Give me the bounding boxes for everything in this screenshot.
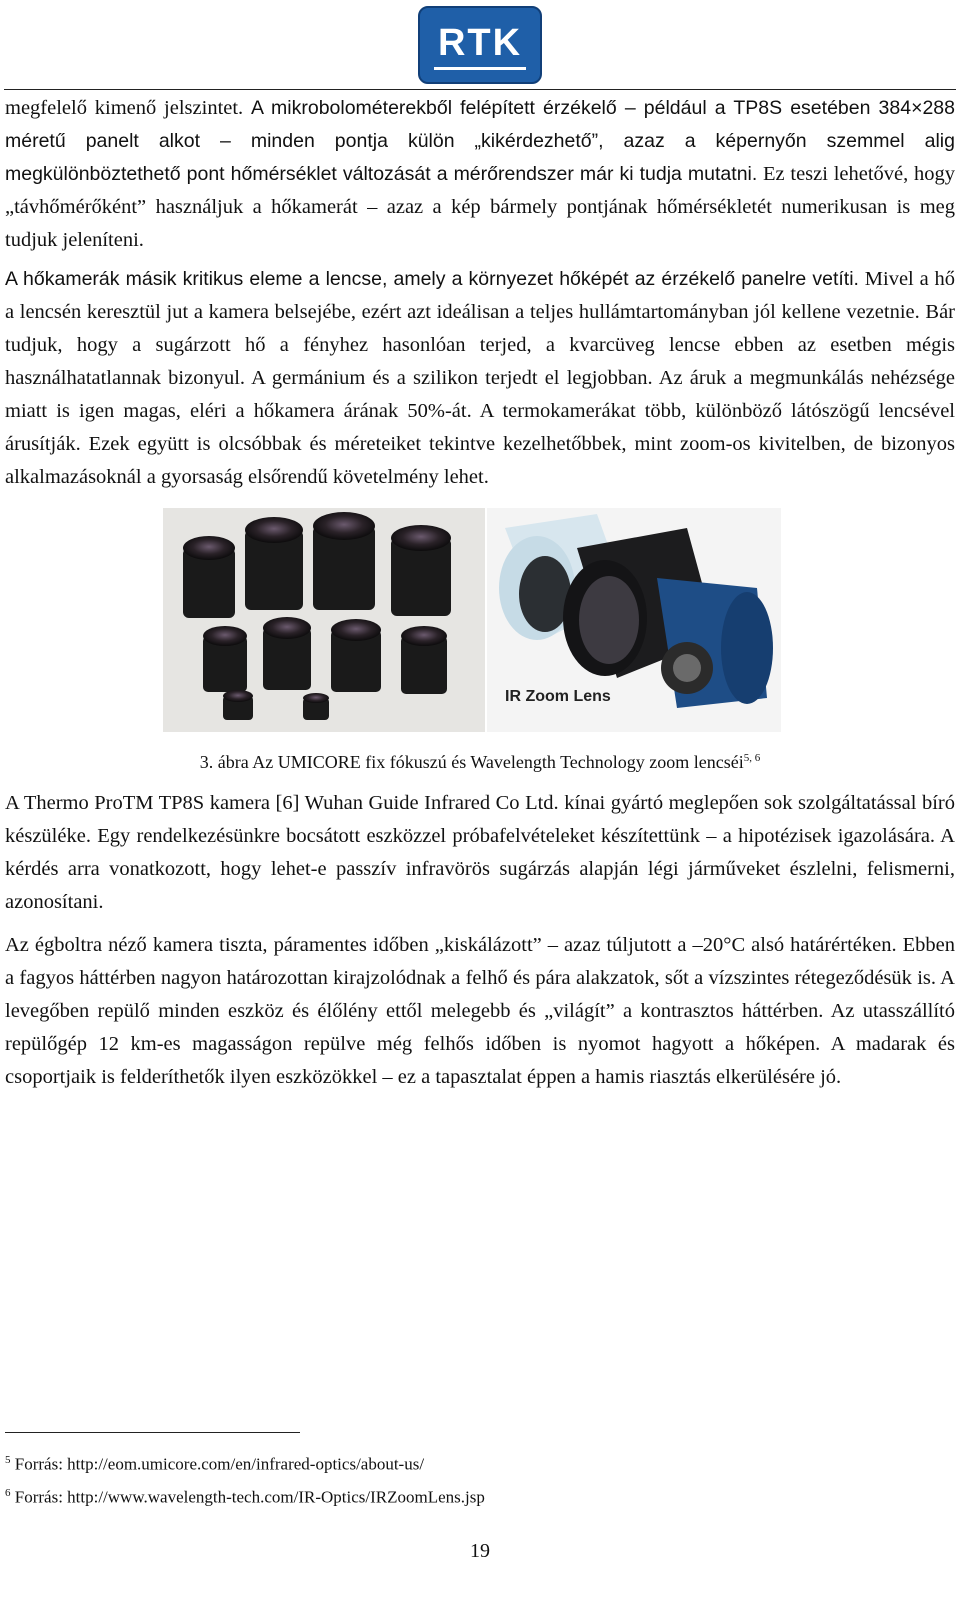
footnote-6: [5, 1479, 955, 1512]
figure-3: [5, 508, 955, 734]
footnote-5: [5, 1446, 955, 1479]
logo-underline: [434, 67, 526, 70]
umicore-lenses-photo: [163, 508, 485, 732]
page-number: 19: [470, 1540, 490, 1562]
page-header: [0, 0, 960, 90]
figure-caption: [5, 752, 955, 773]
footnote-rule: [5, 1432, 300, 1433]
caption-text: 3. ábra Az UMICORE fix fókuszú és Wavelength Technology zoom lencséi: [199, 752, 744, 772]
paragraph-1: [5, 92, 955, 257]
paragraph-2: [5, 263, 955, 494]
p1-seg-2: A mikrobolométerekből felépített érzékelő – például a TP8S esetében 384×288 méretű panelt alkot – minden pontja külön „kikérdezhető”, azaz a képernyőn szemmel alig megkülönböztethető pont hőmérséklet változását a mérőrendszer már ki tudja mutatni.: [5, 97, 955, 185]
footnotes: [5, 1446, 955, 1511]
logo-text: RTK: [437, 22, 523, 64]
caption-footnote-refs: 5, 6: [743, 752, 761, 764]
paragraph-4: Az égboltra néző kamera tiszta, páramentes időben „kiskálázott” – azaz túljutott a –20°C alsó határértéken. Ebben a fagyos háttérben nagyon határozottan kirajzolódnak a felhő és pára alakzatok, sőt a vízszintes rétegeződésük is. A levegőben repülő minden eszköz és élőlény ettől melegebb és „világít” a kontrasztos háttérben. Az utasszállító repülőgép 12 km-es magasságon repülve még felhős időben is nyomot hagyott a hőképen. A madarak és csoportjaik is felderíthetők ilyen eszközökkel – ez a tapasztalat éppen a hamis riasztás elkerülésére jó.: [5, 934, 955, 1088]
ir-zoom-lens-label: IR Zoom Lens: [505, 688, 611, 705]
wavelength-zoom-lens-photo: [487, 508, 781, 732]
rtk-logo: [418, 6, 542, 84]
footnote-5-text: Forrás: http://eom.umicore.com/en/infrared-optics/about-us/: [10, 1454, 425, 1474]
p1-seg-3: Ez teszi lehetővé, hogy „távhőmérőként” használjuk a hőkamerát – azaz a kép bármely pontjának hőmérsékletét numerikusan is meg tudjuk jeleníteni.: [5, 163, 955, 251]
lens-group-illustration: [163, 508, 485, 732]
footnote-5-number: 5: [5, 1454, 11, 1466]
page-body: [5, 92, 955, 1098]
p2-seg-2: Mivel a hő a lencsén keresztül jut a kamera belsejébe, ezért azt ideálisan a teljes hullámtartományban jól kellene vezetnie. Bár tudjuk, hogy a sugárzott hő a fényhez hasonlóan terjed, a kvarcüveg lencse ebben az esetben mégis használhatatlannak bizonyul. A germánium és a szilikon terjedt el legjobban. Az áruk a megmunkálás nehézsége miatt is igen magas, eléri a hőkamera árának 50%-át. A termokamerákat több, különböző látószögű lencsével árusítják. Ezek együtt is olcsóbbak és méreteiket tekintve kezelhetőbbek, mint zoom-os kivitelben, de bizonyos alkalmazásoknál a gyorsaság elsőrendű követelmény lehet.: [5, 268, 955, 488]
header-rule: [4, 89, 956, 90]
p2-seg-1: A hőkamerák másik kritikus eleme a lencse, amely a környezet hőképét az érzékelő panelre vetíti.: [5, 268, 859, 290]
footnote-6-text: Forrás: http://www.wavelength-tech.com/IR-Optics/IRZoomLens.jsp: [10, 1487, 485, 1507]
paragraph-3: A Thermo ProTM TP8S kamera [6] Wuhan Guide Infrared Co Ltd. kínai gyártó meglepően sok szolgáltatással bíró készüléke. Egy rendelkezésünkre bocsátott eszközzel próbafelvételeket készítettünk – a hipotézisek igazolására. A kérdés arra vonatkozott, hogy lehet-e passzív infravörös sugárzás alapján légi járműveket észlelni, felismerni, azonosítani.: [5, 792, 955, 913]
p1-seg-1: megfelelő kimenő jelszintet.: [5, 97, 251, 119]
footnote-6-number: 6: [5, 1486, 11, 1499]
